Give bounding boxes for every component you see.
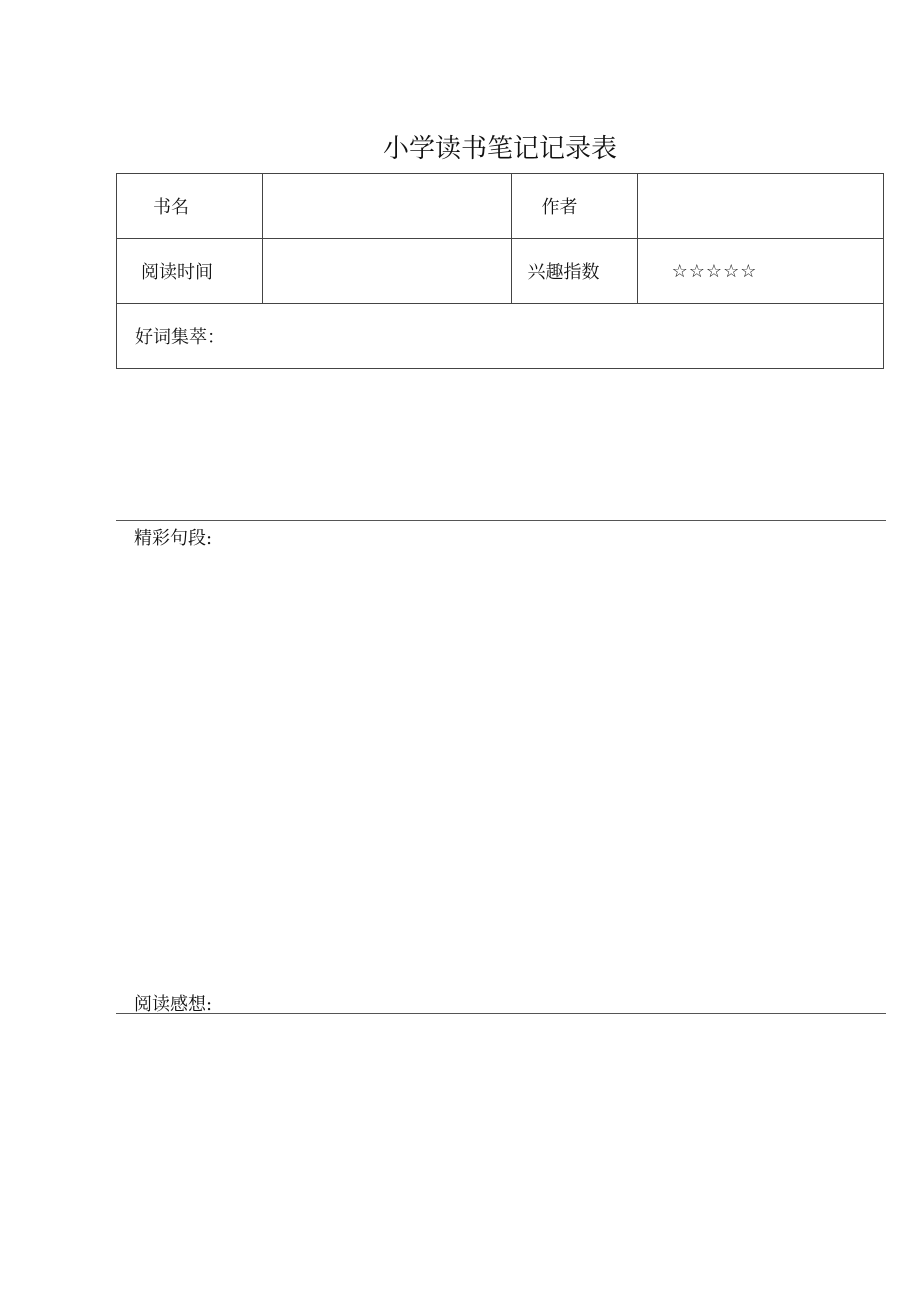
reading-record-table [116,173,884,369]
page-title: 小学读书笔记记录表 [382,134,617,164]
author-field[interactable] [637,174,883,239]
passages-label: 精彩句段: [134,528,213,549]
author-label: 作者 [541,197,578,218]
good-words-label: 好词集萃： [135,327,225,348]
reading-time-field[interactable] [263,239,511,304]
reading-time-label-cell [117,239,263,304]
book-name-field[interactable] [263,174,511,239]
author-label-cell [511,174,637,239]
passages-divider [116,520,886,521]
interest-star-rating[interactable]: ☆☆☆☆☆ [637,239,883,304]
table-row [117,304,884,369]
good-words-cell[interactable] [117,304,884,369]
interest-label: 兴趣指数 [527,262,600,283]
interest-label-cell [511,239,637,304]
book-name-label: 书名 [153,197,189,218]
table-row [117,239,884,304]
table-row [117,174,884,239]
reading-time-label: 阅读时间 [141,262,213,283]
thoughts-divider [116,1013,886,1014]
thoughts-label: 阅读感想: [134,994,213,1015]
book-name-label-cell [117,174,263,239]
